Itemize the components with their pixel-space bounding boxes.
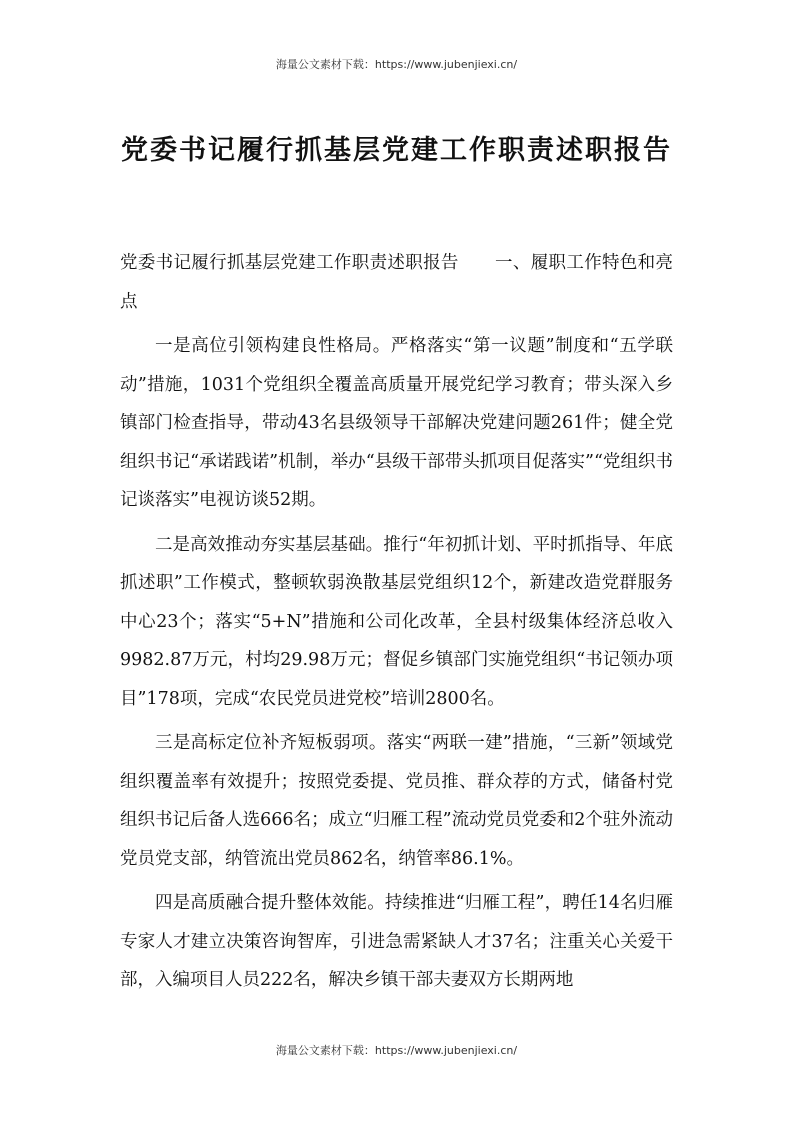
paragraph-3: 三是高标定位补齐短板弱项。落实“两联一建”措施，“三新”领域党组织覆盖率有效提升；按照党委提、党员推、群众荐的方式，储备村党组织书记后备人选666名；成立“归雁工程”流动党员党委和2个驻外流动党员党支部，纳管流出党员862名，纳管率86.1%。 [120, 733, 673, 869]
paragraph-1: 一是高位引领构建良性格局。严格落实“第一议题”制度和“五学联动”措施，1031个党组织全覆盖高质量开展党纪学习教育；带头深入乡镇部门检查指导，带动43名县级领导干部解决党建问题261件；健全党组织书记“承诺践诺”机制，举办“县级干部带头抓项目促落实”“党组织书记谈落实”电视访谈52期。 [120, 336, 673, 510]
page-footer: 海量公文素材下载：https://www.jubenjiexi.cn/ [275, 1044, 518, 1057]
document-body [120, 244, 673, 1000]
intro-line [120, 244, 673, 321]
paragraph-4: 四是高质融合提升整体效能。持续推进“归雁工程”，聘任14名归雁专家人才建立决策咨询智库，引进急需紧缺人才37名；注重关心关爱干部，入编项目人员222名，解决乡镇干部夫妻双方长期两地 [120, 893, 673, 990]
paragraph-2: 二是高效推动夯实基层基础。推行“年初抓计划、平时抓指导、年底抓述职”工作模式，整顿软弱涣散基层党组织12个，新建改造党群服务中心23个；落实“5+N”措施和公司化改革，全县村级集体经济总收入9982.87万元，村均29.98万元；督促乡镇部门实施党组织“书记领办项目”178项，完成“农民党员进党校”培训2800名。 [120, 534, 673, 709]
section-heading: 一、履职工作特色和亮点 [120, 253, 674, 312]
intro-title: 党委书记履行抓基层党建工作职责述职报告 [120, 253, 459, 273]
page-header: 海量公文素材下载：https://www.jubenjiexi.cn/ [275, 58, 518, 71]
document-title: 党委书记履行抓基层党建工作职责述职报告 [121, 135, 672, 166]
